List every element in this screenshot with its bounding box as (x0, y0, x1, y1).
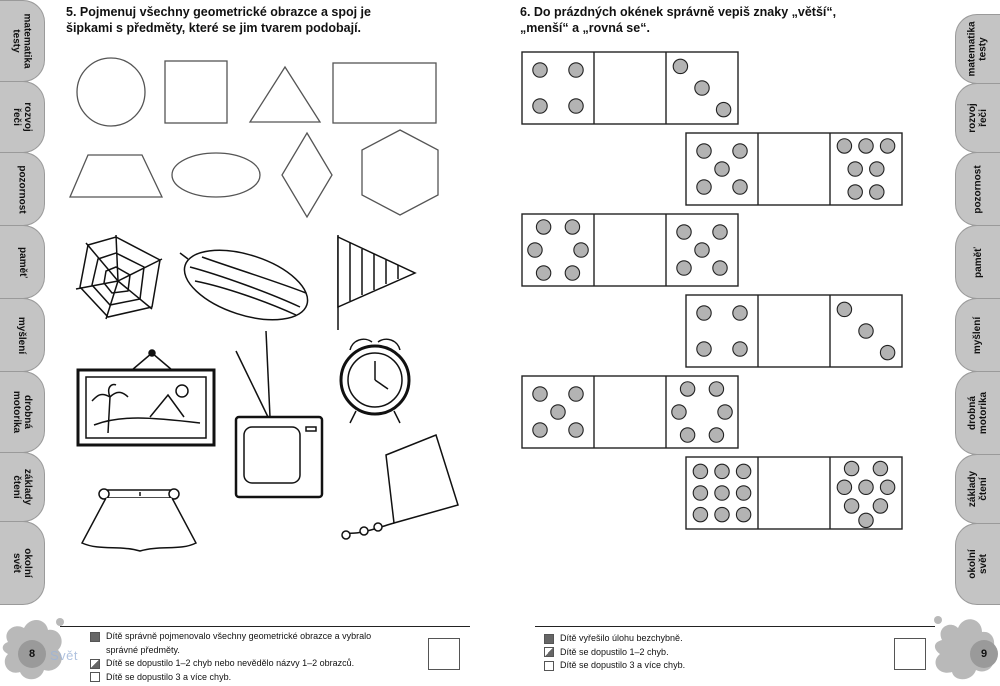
tab-label: pozornost (972, 164, 984, 214)
tab-label: paměť (972, 246, 984, 278)
domino-pip (533, 387, 547, 401)
rating-half-icon (90, 659, 100, 669)
domino-pip (870, 162, 884, 176)
domino-pip (848, 162, 862, 176)
domino-pip (715, 507, 729, 521)
eval-text: Dítě se dopustilo 1–2 chyb nebo nevědělo názvy 1–2 obrazců. (106, 658, 355, 668)
tab-right-pamet[interactable] (955, 225, 1000, 299)
tab-label: myšlení (16, 316, 28, 354)
eval-text: Dítě správně pojmenovalo všechny geometrické obrazce a vybralo (106, 631, 372, 641)
flag-icon (338, 235, 415, 330)
domino-pip (837, 139, 851, 153)
domino-pip (844, 499, 858, 513)
tab-label: matematika testy (11, 13, 33, 69)
domino-pip (533, 99, 547, 113)
tab-label: myšlení (972, 316, 984, 354)
domino-pip (697, 180, 711, 194)
eval-row (90, 644, 371, 658)
task5-heading (66, 4, 466, 36)
domino-pip (859, 480, 873, 494)
rectangle-shape (333, 63, 436, 123)
domino-pip (677, 261, 691, 275)
domino-pip (569, 63, 583, 77)
domino-pip (733, 342, 747, 356)
tab-left-mysleni[interactable] (0, 298, 45, 372)
self-evaluation-box-right[interactable] (894, 638, 926, 670)
eval-text: Dítě se dopustilo 1–2 chyb. (560, 646, 669, 657)
domino-pip (697, 306, 711, 320)
tab-left-zaklady-cteni[interactable] (0, 452, 45, 522)
domino-pip (718, 405, 732, 419)
eval-row (544, 646, 685, 660)
self-evaluation-box-left[interactable] (428, 638, 460, 670)
domino-pip (680, 428, 694, 442)
comparison-answer-box[interactable] (596, 378, 664, 446)
tab-right-okolni-svet[interactable] (955, 523, 1000, 605)
domino-pip (536, 266, 550, 280)
tab-right-zaklady-cteni[interactable] (955, 454, 1000, 524)
domino-pip (713, 225, 727, 239)
comparison-answer-box[interactable] (596, 216, 664, 284)
domino-pip (736, 486, 750, 500)
domino-pip (880, 480, 894, 494)
domino-pip (837, 480, 851, 494)
domino-pip (880, 139, 894, 153)
triangle-shape (250, 67, 320, 122)
footer-divider-left (60, 626, 470, 627)
domino-area (520, 50, 930, 550)
task5-drawings (60, 45, 460, 560)
rhombus-shape (282, 133, 332, 217)
tab-label: okolní svět (11, 548, 33, 578)
tab-label: základy čtení (966, 470, 989, 508)
lampshade-icon (82, 489, 196, 551)
domino-pip (693, 486, 707, 500)
eval-text: správné předměty. (106, 644, 180, 655)
domino-pip (873, 461, 887, 475)
domino-pip (697, 342, 711, 356)
domino-pip (716, 102, 730, 116)
domino-pip (680, 382, 694, 396)
television-icon (236, 331, 322, 497)
spider-web-icon (76, 235, 162, 319)
domino-pip (880, 345, 894, 359)
domino-pip (736, 507, 750, 521)
comparison-answer-box[interactable] (760, 135, 828, 203)
domino-pip (533, 423, 547, 437)
tab-left-pamet[interactable] (0, 225, 45, 299)
oval-shape (172, 153, 260, 197)
domino-pip (859, 513, 873, 527)
footer-divider-right (535, 626, 935, 627)
domino-pip (709, 428, 723, 442)
tab-left-drobna-motorika[interactable] (0, 371, 45, 453)
tab-label: rozvoj řeči (11, 102, 33, 132)
domino-pip (528, 243, 542, 257)
tab-right-drobna-motorika[interactable] (955, 371, 1000, 455)
domino-pip (837, 302, 851, 316)
eval-row (90, 671, 371, 685)
comparison-answer-box[interactable] (760, 297, 828, 365)
tab-label: paměť (16, 246, 28, 278)
domino-pip (693, 507, 707, 521)
circle-shape (77, 58, 145, 126)
comparison-answer-box[interactable] (760, 459, 828, 527)
rating-empty-icon (544, 661, 554, 671)
tab-right-matematika[interactable] (955, 14, 1000, 84)
domino-row (522, 52, 738, 124)
domino-pip (677, 225, 691, 239)
eval-text: Dítě se dopustilo 3 a více chyb. (106, 671, 232, 682)
domino-pip (697, 144, 711, 158)
domino-pip (574, 243, 588, 257)
domino-pip (672, 405, 686, 419)
domino-row (686, 457, 902, 529)
domino-pip (870, 185, 884, 199)
evaluation-right (544, 632, 685, 673)
eval-row (544, 659, 685, 673)
eval-row (90, 657, 371, 671)
domino-pip (569, 99, 583, 113)
tab-label: rozvoj řeči (967, 103, 989, 133)
rating-full-icon (544, 634, 554, 644)
domino-pip (695, 81, 709, 95)
domino-row (686, 133, 902, 205)
domino-row (522, 376, 738, 448)
tab-label: drobná motorika (966, 391, 989, 435)
domino-pip (536, 220, 550, 234)
domino-pip (733, 144, 747, 158)
trapezoid-shape (70, 155, 162, 197)
domino-pip (693, 464, 707, 478)
tab-right-pozornost[interactable] (955, 152, 1000, 226)
evaluation-left (90, 630, 371, 684)
tab-label: okolní svět (967, 549, 989, 579)
tab-right-rozvoj-reci[interactable] (955, 83, 1000, 153)
watermark-text: Svět (50, 648, 79, 663)
domino-pip (733, 306, 747, 320)
domino-pip (569, 423, 583, 437)
hexagon-shape (362, 130, 438, 215)
task6-line2: „menší“ a „rovná se“. (520, 21, 650, 35)
kite-icon (342, 435, 458, 539)
tab-label: základy čtení (10, 468, 33, 506)
page-number-right: 9 (970, 640, 998, 668)
domino-pip (844, 461, 858, 475)
domino-pip (695, 243, 709, 257)
task6-line1: 6. Do prázdných okének správně vepiš znaky „větší“, (520, 5, 837, 19)
task6-heading (520, 4, 940, 36)
eval-row (90, 630, 371, 644)
eval-row (544, 632, 685, 646)
domino-pip (715, 486, 729, 500)
square-shape (165, 61, 227, 123)
tab-label: drobná motorika (10, 390, 33, 434)
domino-pip (715, 162, 729, 176)
watermelon-icon (176, 237, 316, 334)
comparison-answer-box[interactable] (596, 54, 664, 122)
domino-pip (873, 499, 887, 513)
alarm-clock-icon (341, 339, 409, 423)
tab-right-mysleni[interactable] (955, 298, 1000, 372)
framed-picture-icon (78, 350, 214, 445)
tab-label: pozornost (16, 164, 28, 214)
domino-pip (565, 220, 579, 234)
tab-left-okolni-svet[interactable] (0, 521, 45, 605)
domino-pip (533, 63, 547, 77)
eval-text: Dítě se dopustilo 3 a více chyb. (560, 660, 686, 670)
domino-pip (859, 139, 873, 153)
domino-pip (848, 185, 862, 199)
domino-pip (569, 387, 583, 401)
eval-text: Dítě vyřešilo úlohu bezchybně. (560, 633, 683, 643)
tab-left-rozvoj-reci[interactable] (0, 81, 45, 153)
rating-empty-icon (90, 672, 100, 682)
rating-full-icon (90, 632, 100, 642)
domino-pip (551, 405, 565, 419)
domino-pip (565, 266, 579, 280)
tab-label: matematika testy (967, 21, 989, 77)
domino-pip (736, 464, 750, 478)
domino-pip (859, 324, 873, 338)
rating-half-icon (544, 647, 554, 657)
domino-row (686, 295, 902, 367)
page-number-left: 8 (18, 640, 46, 668)
domino-pip (713, 261, 727, 275)
domino-pip (673, 59, 687, 73)
domino-pip (709, 382, 723, 396)
domino-pip (715, 464, 729, 478)
task5-line1: 5. Pojmenuj všechny geometrické obrazce a spoj je (66, 5, 371, 19)
tab-left-pozornost[interactable] (0, 152, 45, 226)
tab-left-matematika[interactable] (0, 0, 45, 82)
domino-row (522, 214, 738, 286)
task5-line2: šipkami s předměty, které se jim tvarem podobají. (66, 21, 362, 35)
domino-pip (733, 180, 747, 194)
